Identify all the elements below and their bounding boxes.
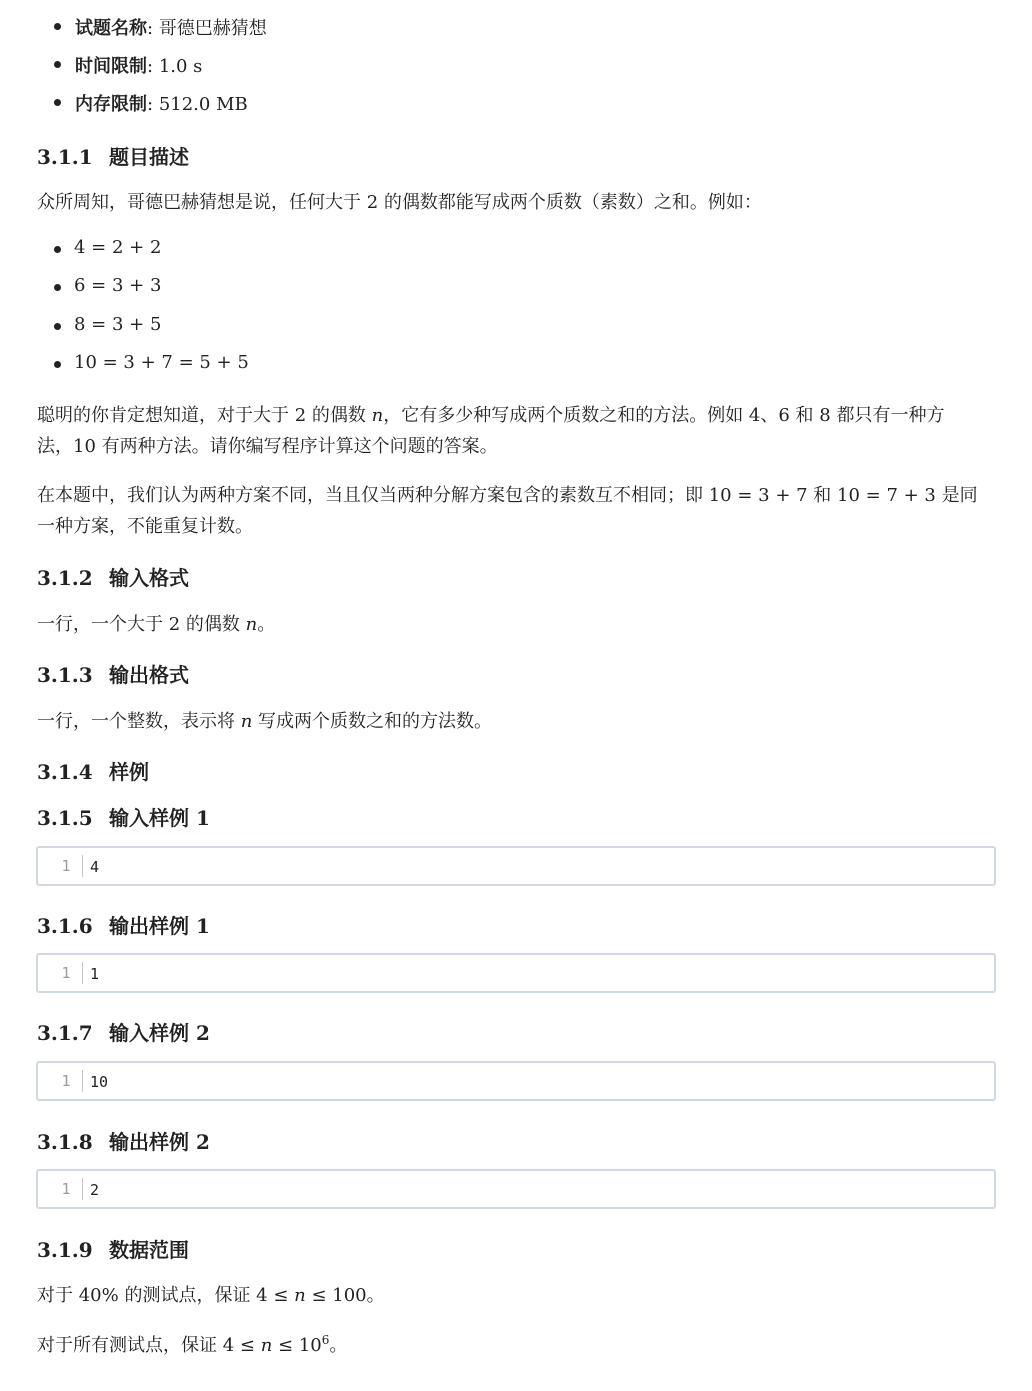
meta-value: 哥德巴赫猜想 <box>158 18 267 39</box>
constraint-all <box>37 1331 347 1357</box>
section-heading <box>37 659 189 688</box>
section-title: 输出样例 2 <box>109 1130 210 1154</box>
section-title: 题目描述 <box>109 145 189 169</box>
description-para2-line1: 聪明的你肯定想知道，对于大于 2 的偶数 𝑛，它有多少种写成两个质数之和的方法。例如 4、6 和 8 都只有一种方 <box>37 405 945 426</box>
section-heading <box>37 756 149 785</box>
sample-input-1-box[interactable] <box>36 846 996 886</box>
example-bullet <box>54 284 61 291</box>
section-title: 输入样例 1 <box>109 806 210 830</box>
exponent: 6 <box>321 1333 330 1347</box>
line-number: 1 <box>61 1072 71 1090</box>
sample-output-1-box[interactable] <box>36 953 996 993</box>
gutter-divider <box>82 1070 83 1092</box>
meta-item-memory-limit <box>75 90 248 116</box>
section-heading <box>37 141 189 170</box>
section-title: 输入样例 2 <box>109 1021 210 1045</box>
section-number: 3.1.7 <box>37 1021 93 1045</box>
meta-label: 试题名称 <box>75 18 147 39</box>
example-item: 10 = 3 + 7 = 5 + 5 <box>74 352 249 373</box>
description-para2-line2: 法，10 有两种方法。请你编写程序计算这个问题的答案。 <box>37 436 498 457</box>
section-number: 3.1.1 <box>37 145 93 169</box>
section-number: 3.1.2 <box>37 566 93 590</box>
section-heading <box>37 802 210 831</box>
meta-item-title <box>75 14 267 40</box>
line-number: 1 <box>61 1180 71 1198</box>
description-intro: 众所周知，哥德巴赫猜想是说，任何大于 2 的偶数都能写成两个质数（素数）之和。例如： <box>37 192 762 213</box>
gutter-divider <box>82 1178 83 1200</box>
section-number: 3.1.3 <box>37 663 93 687</box>
section-number: 3.1.8 <box>37 1130 93 1154</box>
code-line: 4 <box>90 858 100 876</box>
code-line: 1 <box>90 965 100 983</box>
gutter-divider <box>82 962 83 984</box>
section-heading <box>37 1017 210 1046</box>
section-title: 输出样例 1 <box>109 914 210 938</box>
example-bullet <box>54 246 61 253</box>
example-item: 6 = 3 + 3 <box>74 275 162 296</box>
sample-input-2-box[interactable] <box>36 1061 996 1101</box>
input-format-text: 一行，一个大于 2 的偶数 𝑛。 <box>37 614 276 635</box>
section-heading <box>37 562 189 591</box>
description-para3-line2: 一种方案，不能重复计数。 <box>37 516 253 537</box>
meta-value: 512.0 MB <box>158 94 248 115</box>
meta-bullet <box>54 23 61 30</box>
sample-output-2-box[interactable] <box>36 1169 996 1209</box>
section-heading <box>37 910 210 939</box>
gutter-divider <box>82 855 83 877</box>
code-line: 10 <box>90 1073 109 1091</box>
meta-bullet <box>54 61 61 68</box>
section-title: 输出格式 <box>109 663 189 687</box>
section-number: 3.1.4 <box>37 760 93 784</box>
example-item: 4 = 2 + 2 <box>74 237 162 258</box>
meta-label: 内存限制 <box>75 94 147 115</box>
example-item: 8 = 3 + 5 <box>74 314 162 335</box>
constraint-partial: 对于 40% 的测试点，保证 4 ≤ 𝑛 ≤ 100。 <box>37 1285 385 1306</box>
meta-item-time-limit <box>75 52 202 78</box>
meta-value: 1.0 s <box>158 56 203 77</box>
example-bullet <box>54 361 61 368</box>
example-bullet <box>54 323 61 330</box>
section-title: 样例 <box>109 760 149 784</box>
section-number: 3.1.5 <box>37 806 93 830</box>
code-line: 2 <box>90 1181 100 1199</box>
constraint-end: 。 <box>329 1335 348 1356</box>
meta-label: 时间限制 <box>75 56 147 77</box>
section-heading <box>37 1126 210 1155</box>
description-para3-line1: 在本题中，我们认为两种方案不同，当且仅当两种分解方案包含的素数互不相同；即 10 = 3 + 7 和 10 = 7 + 3 是同 <box>37 485 978 506</box>
meta-sep: : <box>147 94 154 115</box>
section-number: 3.1.6 <box>37 914 93 938</box>
section-title: 数据范围 <box>109 1238 189 1262</box>
line-number: 1 <box>61 857 71 875</box>
output-format-text: 一行，一个整数，表示将 𝑛 写成两个质数之和的方法数。 <box>37 711 493 732</box>
section-heading <box>37 1234 189 1263</box>
meta-sep: : <box>147 56 154 77</box>
section-number: 3.1.9 <box>37 1238 93 1262</box>
meta-sep: : <box>147 18 154 39</box>
section-title: 输入格式 <box>109 566 189 590</box>
meta-bullet <box>54 99 61 106</box>
constraint-text: 对于所有测试点，保证 4 ≤ 𝑛 ≤ 10 <box>37 1335 322 1356</box>
line-number: 1 <box>61 964 71 982</box>
